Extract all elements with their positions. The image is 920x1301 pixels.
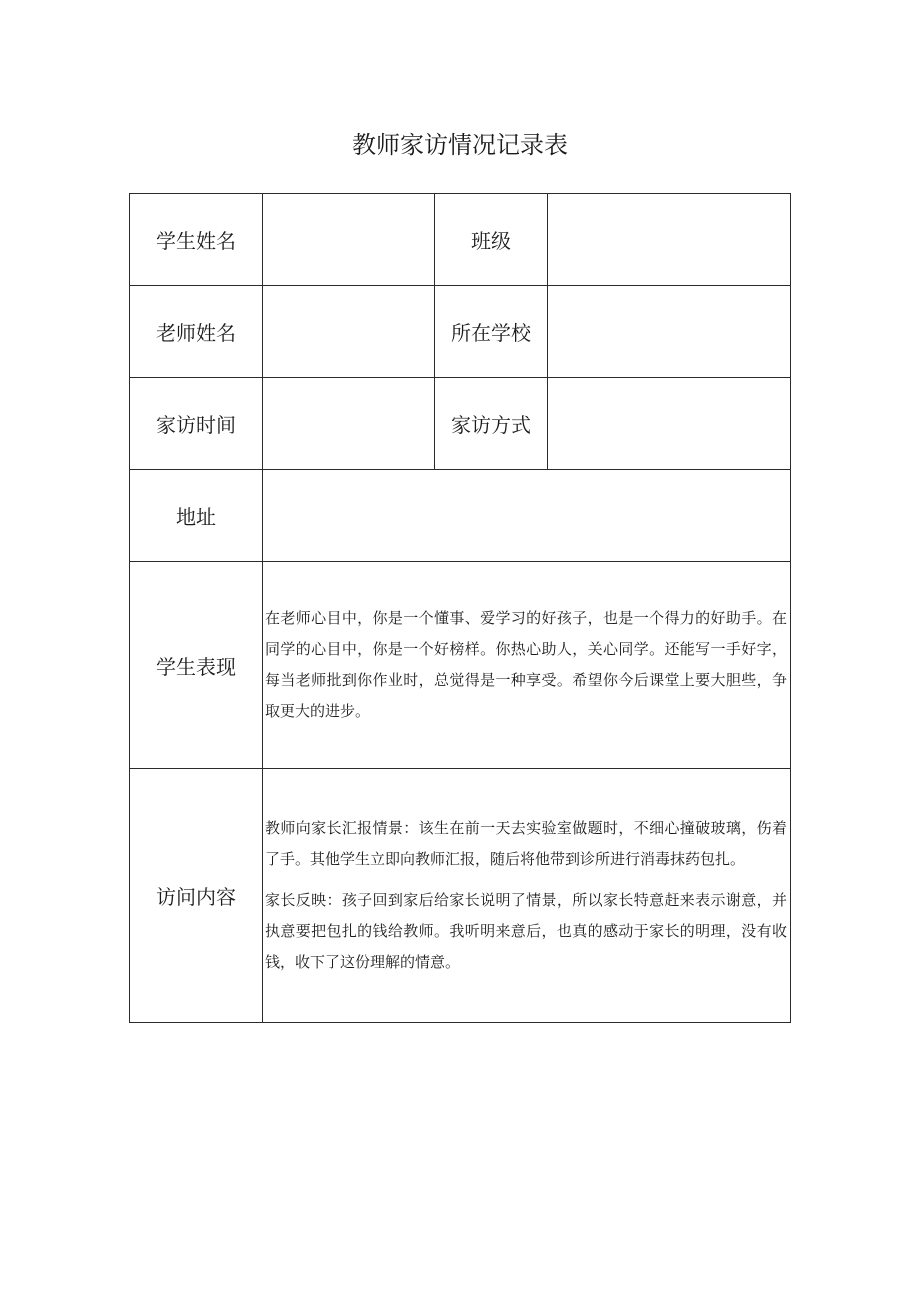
visit-content-paragraph: 家长反映：孩子回到家后给家长说明了情景，所以家长特意赶来表示谢意，并执意要把包扎的钱给教师。我听明来意后，也真的感动于家长的明理，没有收钱，收下了这份理解的情意。 bbox=[265, 891, 787, 971]
visit-time-field[interactable] bbox=[263, 378, 435, 470]
performance-text-cell[interactable] bbox=[263, 562, 791, 769]
table-row bbox=[130, 194, 791, 286]
visit-method-label: 家访方式 bbox=[435, 378, 548, 470]
performance-label: 学生表现 bbox=[130, 562, 263, 769]
class-field[interactable] bbox=[548, 194, 791, 286]
table-row bbox=[130, 769, 791, 1023]
table-row bbox=[130, 562, 791, 769]
address-field[interactable] bbox=[263, 470, 791, 562]
visit-content-paragraph: 教师向家长汇报情景：该生在前一天去实验室做题时，不细心撞破玻璃，伤着了手。其他学生立即向教师汇报，随后将他带到诊所进行消毒抹药包扎。 bbox=[265, 819, 787, 868]
school-field[interactable] bbox=[548, 286, 791, 378]
table-row bbox=[130, 378, 791, 470]
page-title: 教师家访情况记录表 bbox=[352, 131, 568, 159]
school-label: 所在学校 bbox=[435, 286, 548, 378]
visit-time-label: 家访时间 bbox=[130, 378, 263, 470]
teacher-name-label: 老师姓名 bbox=[130, 286, 263, 378]
performance-text: 在老师心目中，你是一个懂事、爱学习的好孩子，也是一个得力的好助手。在同学的心目中，你是一个好榜样。你热心助人，关心同学。还能写一手好字，每当老师批到你作业时，总觉得是一种享受。希望你今后课堂上要大胆些，争取更大的进步。 bbox=[265, 609, 787, 720]
teacher-name-field[interactable] bbox=[263, 286, 435, 378]
visit-content-cell[interactable] bbox=[263, 769, 791, 1023]
table-row bbox=[130, 286, 791, 378]
table-row bbox=[130, 470, 791, 562]
visit-record-table bbox=[129, 193, 791, 1023]
visit-content-label: 访问内容 bbox=[130, 769, 263, 1023]
student-name-label: 学生姓名 bbox=[130, 194, 263, 286]
address-label: 地址 bbox=[130, 470, 263, 562]
student-name-field[interactable] bbox=[263, 194, 435, 286]
visit-method-field[interactable] bbox=[548, 378, 791, 470]
class-label: 班级 bbox=[435, 194, 548, 286]
